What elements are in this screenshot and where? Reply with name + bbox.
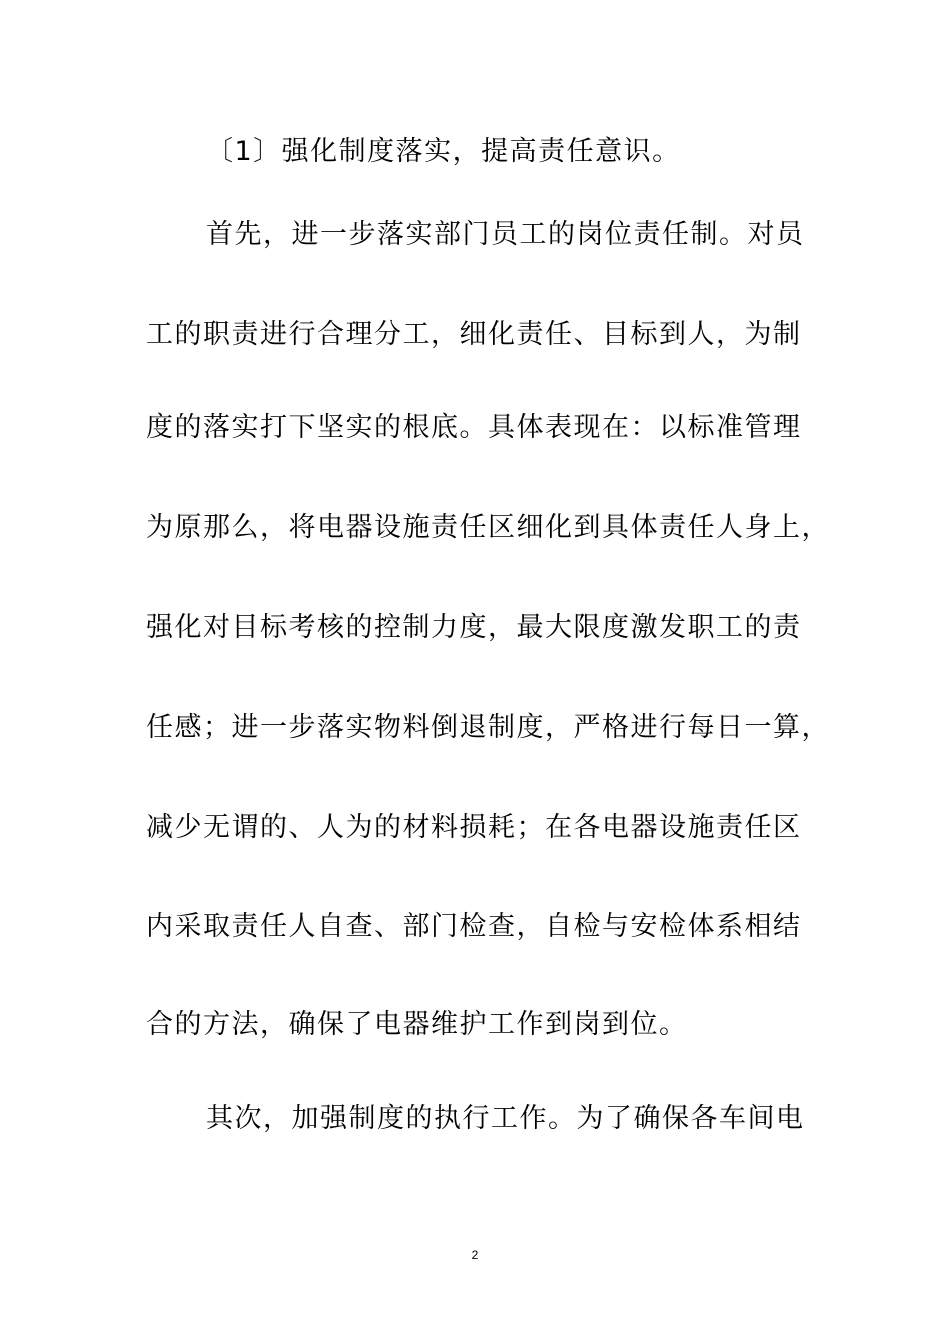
paragraph-line: 度的落实打下坚实的根底。具体表现在：以标准管理 (146, 412, 802, 443)
paragraph-line: 首先，进一步落实部门员工的岗位责任制。对员 (206, 219, 805, 250)
paragraph-line: 其次，加强制度的执行工作。为了确保各车间电 (206, 1103, 805, 1134)
page-number: 2 (471, 1248, 479, 1262)
section-heading: 〔1〕强化制度落实，提高责任意识。 (206, 136, 681, 167)
paragraph-line: 内采取责任人自查、部门检查，自检与安检体系相结 (146, 911, 802, 942)
paragraph-line: 任感；进一步落实物料倒退制度，严格进行每日一算， (146, 712, 830, 743)
paragraph-line: 强化对目标考核的控制力度，最大限度激发职工的责 (146, 612, 802, 643)
paragraph-line: 工的职责进行合理分工，细化责任、目标到人，为制 (146, 319, 802, 350)
paragraph-line: 减少无谓的、人为的材料损耗；在各电器设施责任区 (146, 812, 802, 843)
paragraph-line: 合的方法，确保了电器维护工作到岗到位。 (146, 1009, 688, 1040)
paragraph-line: 为原那么，将电器设施责任区细化到具体责任人身上， (146, 512, 830, 543)
